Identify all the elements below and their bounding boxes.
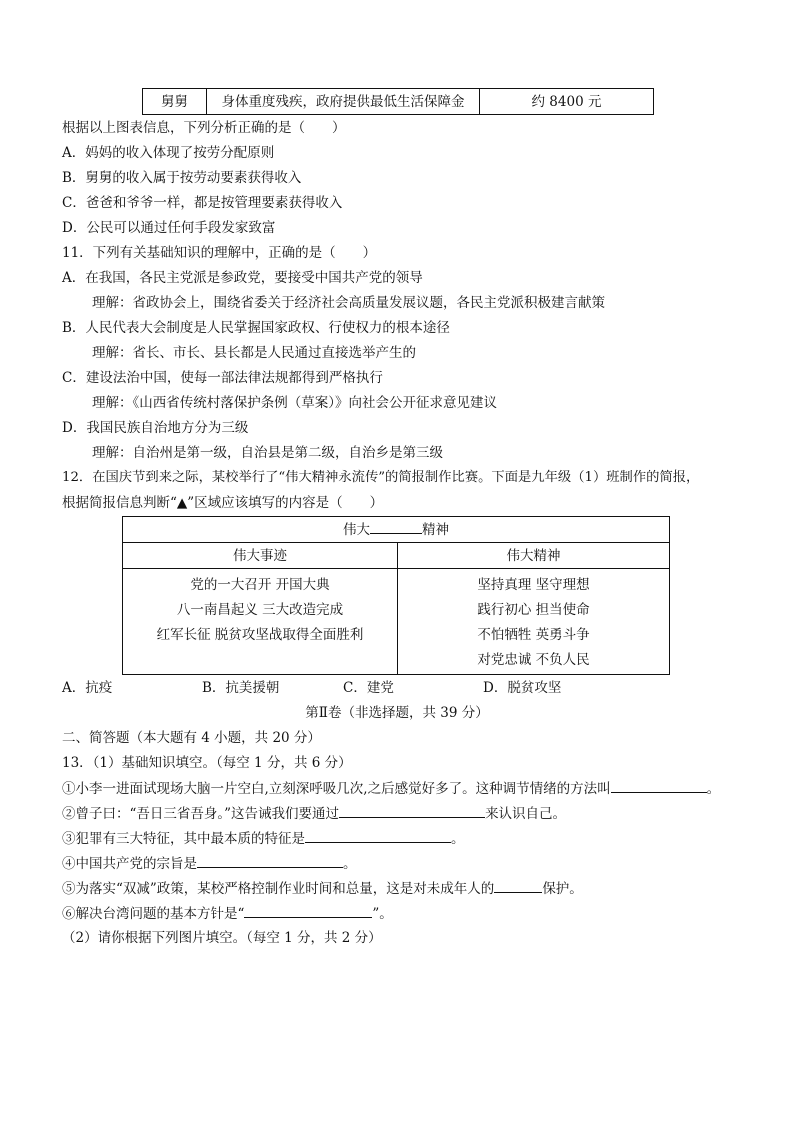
spirit-line: 对党忠诚 不负人民 [477, 652, 590, 668]
q10-stem: 根据以上图表信息，下列分析正确的是（ ） [62, 120, 346, 136]
q11-option-b-note: 理解：省长、市长、县长都是人民通过直接选举产生的 [92, 345, 416, 361]
q11-option-b: B．人民代表大会制度是人民掌握国家政权、行使权力的根本途径 [62, 320, 450, 336]
deed-line: 红军长征 脱贫攻坚战取得全面胜利 [156, 627, 364, 643]
item-text: 来认识自己。 [485, 806, 567, 822]
answer-blank[interactable] [197, 853, 343, 868]
q13-part1-stem: 13．（1）基础知识填空。（每空 1 分，共 6 分） [62, 755, 352, 771]
q13-item-1 [62, 778, 720, 799]
spirit-line: 不怕牺牲 英勇斗争 [477, 627, 590, 643]
q12-stem-line1: 12．在国庆节到来之际，某校举行了“伟大精神永流传”的简报制作比赛。下面是九年级（1）班制作的简报， [62, 470, 700, 485]
item-text: 。 [706, 781, 721, 797]
bulletin-title-prefix: 伟大 [343, 522, 370, 538]
table-row [123, 543, 670, 569]
q11-stem: 11．下列有关基础知识的理解中，正确的是（ ） [62, 245, 377, 261]
q10-option-c: C．爸爸和爷爷一样，都是按管理要素获得收入 [62, 195, 343, 211]
income-table [142, 88, 654, 115]
q13-item-4 [62, 853, 357, 874]
spirit-cell [398, 569, 670, 675]
item-text: ⑤为落实“双减”政策，某校严格控制作业时间和总量，这是对未成年人的 [62, 881, 495, 897]
item-text: 保护。 [542, 881, 583, 897]
bulletin-title-blank [370, 519, 422, 534]
answer-blank[interactable] [611, 778, 707, 793]
q12-stem-line2: 根据简报信息判断“▲”区域应该填写的内容是（ ） [62, 495, 384, 511]
deeds-cell [123, 569, 398, 675]
q12-option-c: C．建党 [343, 680, 394, 696]
q12-option-b: B．抗美援朝 [202, 680, 280, 696]
deed-line: 八一南昌起义 三大改造完成 [176, 602, 344, 618]
item-text: ①小李一进面试现场大脑一片空白,立刻深呼吸几次,之后感觉好多了。这种调节情绪的方法叫 [62, 781, 611, 797]
table-row [123, 569, 670, 675]
bulletin-title-suffix: 精神 [422, 522, 449, 538]
q10-option-d: D．公民可以通过任何手段发家致富 [62, 220, 276, 236]
item-text: ⑥解决台湾问题的基本方针是“ [62, 906, 245, 922]
q11-option-d: D．我国民族自治地方分为三级 [62, 420, 249, 436]
item-text: ”。 [372, 906, 393, 922]
item-text: 。 [343, 856, 357, 872]
table-cell-description: 身体重度残疾，政府提供最低生活保障金 [207, 89, 480, 115]
q11-option-a-note: 理解：省政协会上，围绕省委关于经济社会高质量发展议题，各民主党派积极建言献策 [92, 295, 605, 311]
bulletin-title [123, 517, 670, 543]
table-row [143, 89, 654, 115]
table-cell-person: 舅舅 [143, 89, 207, 115]
spirit-line: 坚持真理 坚守理想 [477, 577, 590, 593]
answer-blank[interactable] [494, 878, 542, 893]
q12-option-a: A．抗疫 [62, 680, 113, 696]
q12-option-d: D．脱贫攻坚 [483, 680, 562, 696]
q13-item-2 [62, 803, 566, 824]
q13-part2-stem: （2）请你根据下列图片填空。（每空 1 分，共 2 分） [62, 930, 382, 946]
answer-blank[interactable] [244, 903, 372, 918]
item-text: ④中国共产党的宗旨是 [62, 856, 197, 872]
q13-item-3 [62, 828, 465, 849]
answer-blank[interactable] [305, 828, 451, 843]
col-header-deeds: 伟大事迹 [123, 543, 398, 569]
q13-item-6 [62, 903, 393, 924]
q10-option-a: A．妈妈的收入体现了按劳分配原则 [62, 145, 275, 161]
item-text: ②曾子曰：“吾日三省吾身。”这告诫我们要通过 [62, 806, 340, 822]
answer-blank[interactable] [339, 803, 485, 818]
item-text: 。 [451, 831, 465, 847]
section-title: 第Ⅱ卷（非选择题，共 39 分） [305, 705, 489, 721]
item-text: ③犯罪有三大特征，其中最本质的特征是 [62, 831, 305, 847]
bulletin-table [122, 516, 670, 675]
q11-option-c: C．建设法治中国，使每一部法律法规都得到严格执行 [62, 370, 383, 386]
table-cell-amount: 约 8400 元 [480, 89, 654, 115]
deed-line: 党的一大召开 开国大典 [190, 577, 330, 593]
table-row [123, 517, 670, 543]
q10-option-b: B．舅舅的收入属于按劳动要素获得收入 [62, 170, 302, 186]
q11-option-d-note: 理解：自治州是第一级，自治县是第二级，自治乡是第三级 [92, 445, 443, 461]
col-header-spirit: 伟大精神 [398, 543, 670, 569]
spirit-line: 践行初心 担当使命 [477, 602, 590, 618]
q11-option-c-note: 理解：《山西省传统村落保护条例（草案）》向社会公开征求意见建议 [92, 395, 497, 411]
q11-option-a: A．在我国，各民主党派是参政党，要接受中国共产党的领导 [62, 270, 423, 286]
section-heading: 二、简答题（本大题有 4 小题，共 20 分） [62, 730, 321, 746]
q13-item-5 [62, 878, 583, 899]
